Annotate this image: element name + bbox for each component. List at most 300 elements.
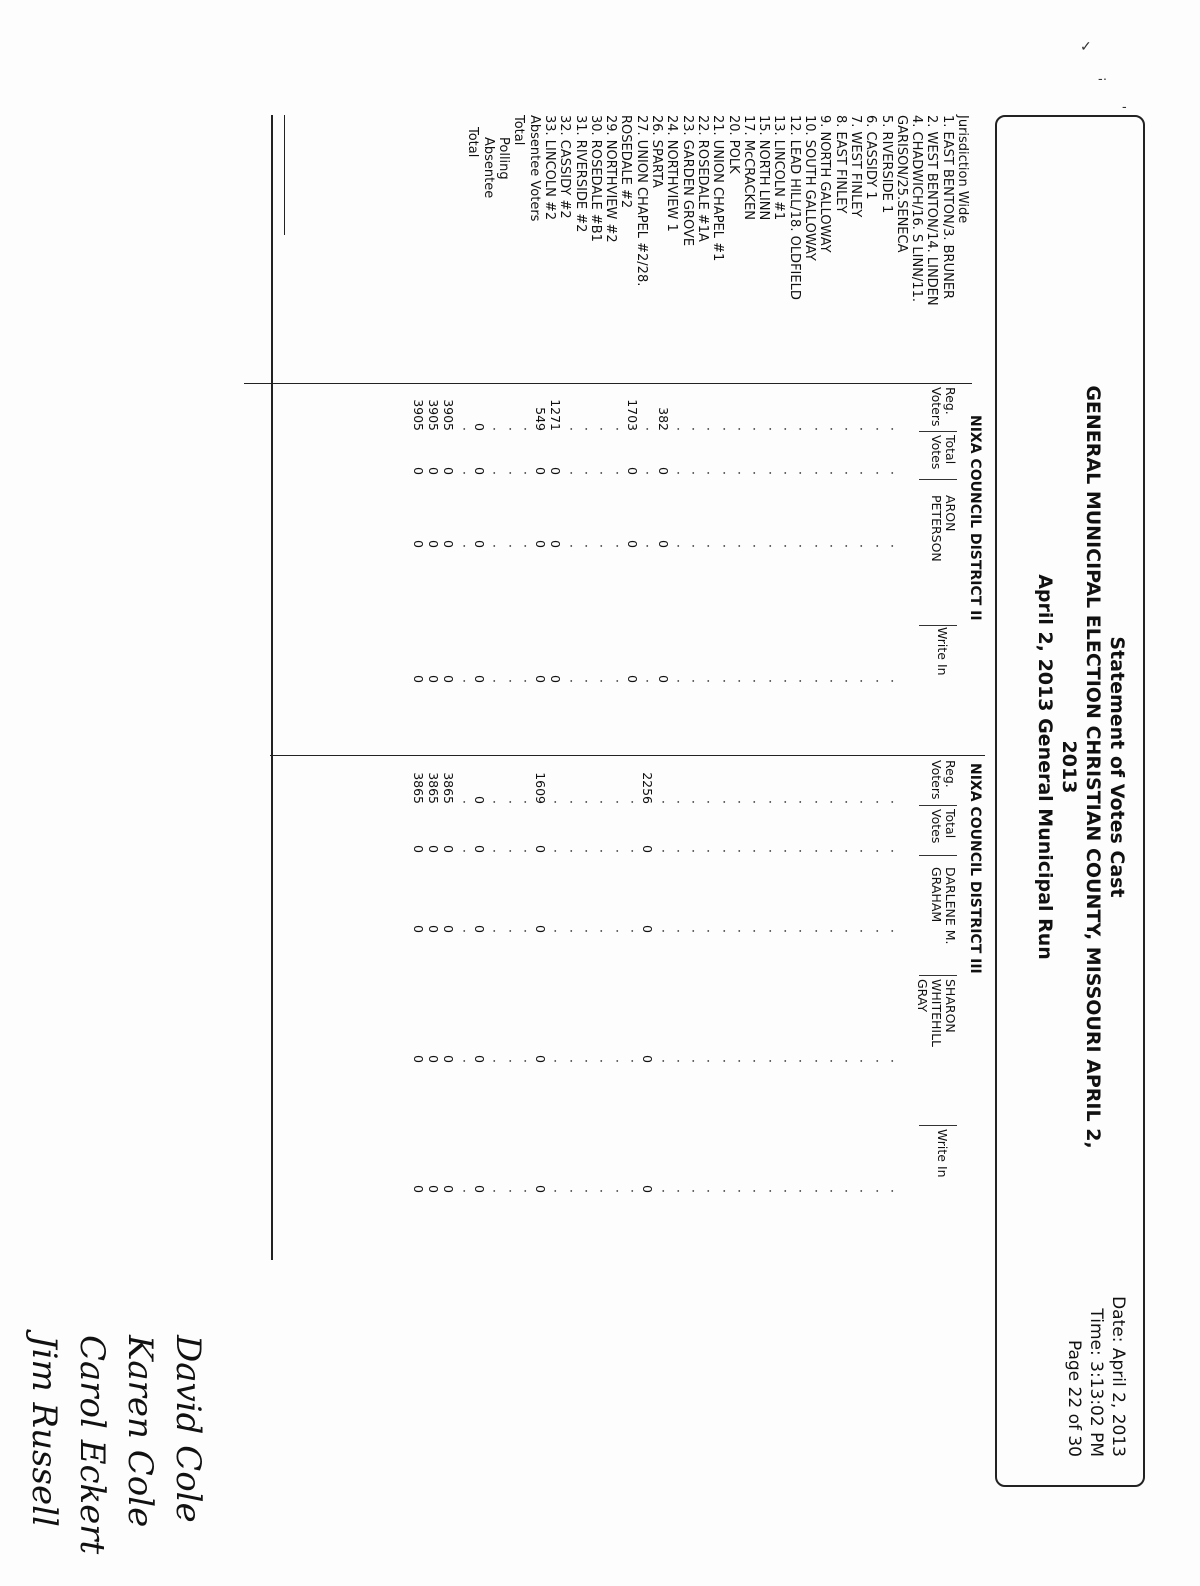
table-cell: · [747,849,763,853]
jurisdiction-row: Polling [496,137,512,180]
table-cell: · [655,929,671,933]
table-cell: · [762,544,778,548]
d3-write-in-column [411,1155,901,1193]
table-cell: · [579,679,595,683]
table-cell: 0 [533,540,549,548]
table-cell: · [732,427,748,431]
table-cell: 0 [640,845,656,853]
table-cell: · [823,471,839,475]
table-cell: 0 [410,467,426,475]
table-cell: 0 [410,925,426,933]
table-cell: · [502,849,518,853]
table-cell: 0 [533,1185,549,1193]
table-cell: 0 [471,796,487,804]
table-cell: · [579,1059,595,1063]
table-cell: · [517,679,533,683]
total-rule [284,115,285,235]
table-cell: · [732,471,748,475]
table-cell: · [793,1189,809,1193]
signature: David Cole [168,1335,208,1523]
d3-reg-voters-header: Reg. Voters [929,760,958,800]
table-cell: · [456,849,472,853]
jurisdiction-row: 22. ROSEDALE #1A [694,115,710,242]
table-cell: · [487,1189,503,1193]
table-cell: · [487,929,503,933]
table-cell: · [777,929,793,933]
d2-write-in-column [411,645,901,683]
d3-write-in-header: Write In [935,1129,950,1178]
table-cell: · [854,800,870,804]
d3-graham-column [411,895,901,933]
table-cell: · [594,1189,610,1193]
table-cell: · [823,849,839,853]
table-cell: 0 [471,540,487,548]
table-cell: · [854,544,870,548]
table-cell: · [609,929,625,933]
table-cell: · [701,849,717,853]
table-cell: · [502,929,518,933]
table-cell: · [716,471,732,475]
table-cell: · [732,679,748,683]
table-cell: · [502,471,518,475]
jurisdiction-row: 1. EAST BENTON/3. BRUNER [939,115,955,300]
table-cell: · [869,1189,885,1193]
table-cell: 0 [441,675,457,683]
table-cell: · [609,800,625,804]
table-cell: · [777,471,793,475]
table-cell: · [869,427,885,431]
table-cell: · [747,544,763,548]
table-cell: · [502,544,518,548]
table-cell: · [793,929,809,933]
d3-header-separator [919,1125,957,1126]
table-cell: · [670,427,686,431]
table-cell: 0 [471,423,487,431]
table-cell: · [854,427,870,431]
table-cell: · [640,471,656,475]
table-cell: · [609,1189,625,1193]
table-cell: · [839,849,855,853]
table-cell: · [869,544,885,548]
table-cell: · [640,544,656,548]
table-cell: · [563,849,579,853]
table-cell: · [732,544,748,548]
table-cell: · [808,427,824,431]
table-cell: 3865 [426,772,442,804]
table-cell: · [487,800,503,804]
table-cell: · [854,471,870,475]
d2-header-separator [919,431,957,432]
table-cell: · [609,849,625,853]
table-cell: 0 [426,925,442,933]
table-cell: · [793,1059,809,1063]
d2-peterson-column [411,510,901,548]
table-cell: 0 [426,1055,442,1063]
table-cell: 0 [471,675,487,683]
table-cell: 0 [548,540,564,548]
table-cell: · [655,1059,671,1063]
table-cell: 0 [533,1055,549,1063]
jurisdiction-row: 7. WEST FINLEY [847,115,863,218]
jurisdiction-row: 26. SPARTA [649,115,665,188]
table-cell: · [701,544,717,548]
table-cell: · [456,1059,472,1063]
table-cell: · [839,929,855,933]
table-cell: · [716,849,732,853]
jurisdiction-row: GARISON/25.SENECA [893,115,909,253]
jurisdiction-header: Jurisdiction Wide [955,115,970,224]
table-cell: 3865 [410,772,426,804]
jurisdiction-row: 9. NORTH GALLOWAY [817,115,833,253]
table-cell: · [839,427,855,431]
table-cell: 0 [441,540,457,548]
table-cell: 0 [441,1055,457,1063]
table-cell: · [823,679,839,683]
table-cell: · [517,1189,533,1193]
table-cell: · [686,929,702,933]
table-cell: · [609,1059,625,1063]
table-cell: · [686,1059,702,1063]
table-cell: 0 [533,675,549,683]
table-cell: · [823,427,839,431]
table-cell: · [732,1059,748,1063]
table-cell: · [716,1059,732,1063]
d2-total-votes-header: Total Votes [929,435,958,470]
table-cell: · [869,800,885,804]
table-cell: · [777,800,793,804]
table-cell: · [854,849,870,853]
table-cell: · [655,849,671,853]
report-time: Time: 3:13:02 PM [1086,1308,1106,1457]
table-cell: · [456,1189,472,1193]
table-cell: 0 [471,845,487,853]
table-cell: · [793,427,809,431]
table-cell: · [624,1189,640,1193]
table-cell: · [823,544,839,548]
rotated-report-sheet [145,115,1145,1495]
table-cell: 0 [640,1185,656,1193]
jurisdiction-column [465,115,970,380]
table-cell: · [487,849,503,853]
table-cell: 0 [655,467,671,475]
table-cell: · [487,1059,503,1063]
table-cell: · [670,929,686,933]
table-cell: · [624,1059,640,1063]
table-cell: · [885,544,900,548]
table-cell: 0 [655,540,671,548]
table-cell: · [808,929,824,933]
table-cell: · [701,427,717,431]
table-cell: · [487,427,503,431]
table-cell: · [747,1189,763,1193]
table-cell: · [594,849,610,853]
table-cell: · [579,1189,595,1193]
table-cell: · [777,427,793,431]
table-cell: · [762,849,778,853]
table-cell: · [701,1189,717,1193]
table-cell: · [869,471,885,475]
table-cell: 0 [624,675,640,683]
jurisdiction-row: 12. LEAD HILL/18. OLDFIELD [786,115,802,300]
scan-mark: ✓ [1080,38,1092,54]
d3-candidate-gray-header: SHARON WHITEHILL GRAY [915,979,958,1047]
d2-candidate-peterson-header: ARON PETERSON [929,495,958,562]
table-cell: · [839,544,855,548]
jurisdiction-row: 27. UNION CHAPEL #2/28. [633,115,649,287]
table-cell: · [777,679,793,683]
table-cell: 0 [533,845,549,853]
table-cell: · [670,1059,686,1063]
table-cell: · [885,427,900,431]
table-cell: 0 [624,540,640,548]
table-cell: · [839,1059,855,1063]
table-cell: · [579,427,595,431]
scan-mark: - [1122,98,1127,114]
table-cell: · [762,929,778,933]
table-cell: 0 [533,467,549,475]
table-cell: · [808,849,824,853]
d3-gray-column [411,1025,901,1063]
scan-mark: -· [1098,70,1108,86]
table-cell: · [777,1059,793,1063]
jurisdiction-row: 4. CHADWICH/16. S LINN/11. [909,115,925,302]
table-cell: · [716,427,732,431]
table-cell: · [839,679,855,683]
signature-area [0,1325,208,1586]
table-cell: · [885,471,900,475]
table-cell: · [594,679,610,683]
table-cell: · [563,1189,579,1193]
table-cell: · [670,544,686,548]
table-cell: · [793,544,809,548]
title-line-3: April 2, 2013 General Municipal Run [1034,574,1056,960]
table-cell: 0 [410,540,426,548]
table-cell: · [487,679,503,683]
jurisdiction-row: 33. LINCOLN #2 [541,115,557,221]
table-cell: 0 [441,467,457,475]
jurisdiction-row: Total [465,127,481,158]
table-cell: 1703 [624,399,640,431]
table-cell: · [594,800,610,804]
table-cell: · [686,544,702,548]
d2-total-votes-column [411,437,901,475]
table-cell: · [563,427,579,431]
jurisdiction-row: 29. NORTHVIEW #2 [603,115,619,243]
table-cell: · [762,679,778,683]
jurisdiction-row: 21. UNION CHAPEL #1 [710,115,726,262]
table-cell: · [732,929,748,933]
table-cell: · [716,1189,732,1193]
table-cell: · [548,1059,564,1063]
table-cell: · [777,544,793,548]
table-cell: · [670,1189,686,1193]
table-cell: 0 [410,1185,426,1193]
table-cell: · [624,849,640,853]
table-cell: · [777,849,793,853]
table-cell: · [716,544,732,548]
district-3-title: NIXA COUNCIL DISTRICT III [967,763,983,974]
table-cell: 2256 [640,772,656,804]
table-cell: · [456,471,472,475]
table-cell: · [823,1059,839,1063]
table-cell: 0 [410,675,426,683]
table-cell: · [762,800,778,804]
d2-write-in-header: Write In [935,627,950,676]
table-cell: · [594,544,610,548]
table-cell: 0 [426,845,442,853]
table-cell: · [686,800,702,804]
table-cell: · [762,1189,778,1193]
table-bottom-rule [271,115,273,1260]
table-cell: · [686,679,702,683]
table-cell: · [701,800,717,804]
table-cell: 0 [548,675,564,683]
table-cell: · [563,800,579,804]
jurisdiction-row: 8. EAST FINLEY [832,115,848,214]
d3-candidate-graham-header: DARLENE M. GRAHAM [929,867,958,945]
jurisdiction-row: Total [511,115,527,146]
table-cell: · [793,800,809,804]
table-cell: 0 [471,1055,487,1063]
table-cell: · [548,849,564,853]
table-cell: · [747,929,763,933]
jurisdiction-row: 30. ROSEDALE #B1 [587,115,603,242]
table-cell: 0 [471,1185,487,1193]
table-cell: · [670,679,686,683]
table-cell: · [670,849,686,853]
table-cell: · [594,1059,610,1063]
table-cell: · [885,849,900,853]
table-cell: · [839,800,855,804]
signature: Jim Russell [24,1335,64,1527]
table-cell: · [716,679,732,683]
table-cell: 3905 [426,399,442,431]
table-cell: · [762,427,778,431]
table-cell: · [885,1059,900,1063]
table-cell: · [670,471,686,475]
table-cell: · [456,929,472,933]
table-cell: · [854,1059,870,1063]
table-cell: · [655,1189,671,1193]
table-cell: · [579,849,595,853]
table-cell: 3905 [441,399,457,431]
d2-reg-voters-column [411,385,901,431]
table-cell: · [854,929,870,933]
jurisdiction-row: 13. LINCOLN #1 [771,115,787,221]
table-cell: · [885,800,900,804]
table-cell: · [808,544,824,548]
table-cell: · [808,679,824,683]
table-cell: · [517,544,533,548]
district-separator [270,755,985,756]
table-cell: · [563,1059,579,1063]
table-cell: · [594,929,610,933]
table-cell: 0 [471,467,487,475]
table-cell: · [670,800,686,804]
table-cell: · [579,471,595,475]
table-cell: · [854,679,870,683]
table-cell: · [548,1189,564,1193]
table-cell: · [456,800,472,804]
report-header-box [995,115,1145,1487]
table-cell: · [640,679,656,683]
title-line-2: GENERAL MUNICIPAL ELECTION CHRISTIAN COUNTY, MISSOURI APRIL 2, 2013 [1058,385,1104,1149]
table-cell: · [823,929,839,933]
table-cell: · [808,800,824,804]
table-cell: · [839,471,855,475]
jurisdiction-row: Absentee [480,137,496,199]
table-cell: · [594,471,610,475]
table-cell: 3865 [441,772,457,804]
d3-reg-voters-column [411,758,901,804]
table-cell: · [808,471,824,475]
table-cell: · [579,929,595,933]
table-cell: · [548,929,564,933]
table-cell: · [885,1189,900,1193]
table-cell: · [747,1059,763,1063]
table-cell: 0 [441,845,457,853]
d3-total-votes-column [411,815,901,853]
table-cell: 0 [410,845,426,853]
table-cell: · [609,427,625,431]
report-meta-block [1063,1296,1129,1457]
jurisdiction-row: 20. POLK [725,115,741,174]
table-cell: · [563,929,579,933]
table-cell: · [517,929,533,933]
table-cell: 0 [426,467,442,475]
table-cell: · [686,849,702,853]
jurisdiction-row: 23. GARDEN GROVE [679,115,695,247]
table-cell: · [762,1059,778,1063]
table-cell: 0 [410,1055,426,1063]
table-cell: 1271 [548,399,564,431]
table-cell: · [655,800,671,804]
table-cell: · [563,679,579,683]
jurisdiction-row: 10. SOUTH GALLOWAY [802,115,818,261]
table-cell: 382 [655,407,671,431]
d3-total-votes-header: Total Votes [929,809,958,844]
table-cell: · [563,544,579,548]
table-cell: · [548,800,564,804]
table-cell: · [487,471,503,475]
table-cell: 0 [655,675,671,683]
jurisdiction-row: 31. RIVERSIDE #2 [572,115,588,233]
report-page-number: Page 22 of 30 [1064,1339,1084,1457]
table-cell: · [716,929,732,933]
table-cell: · [563,471,579,475]
jurisdiction-row: 5. RIVERSIDE 1 [878,115,894,214]
table-cell: · [747,800,763,804]
jurisdiction-row: 6. CASSIDY 1 [863,115,879,200]
table-cell: · [747,679,763,683]
table-cell: · [854,1189,870,1193]
table-cell: 0 [441,1185,457,1193]
table-cell: · [502,800,518,804]
jurisdiction-row: 24. NORTHVIEW 1 [664,115,680,232]
district-2-title: NIXA COUNCIL DISTRICT II [967,415,983,621]
table-cell: · [517,471,533,475]
table-cell: · [624,929,640,933]
table-cell: · [686,427,702,431]
table-cell: · [609,544,625,548]
table-cell: · [640,427,656,431]
table-cell: · [808,1059,824,1063]
table-cell: · [732,1189,748,1193]
table-cell: · [747,471,763,475]
d2-header-separator [919,625,957,626]
table-cell: 3905 [410,399,426,431]
report-title-block [1033,377,1129,1157]
